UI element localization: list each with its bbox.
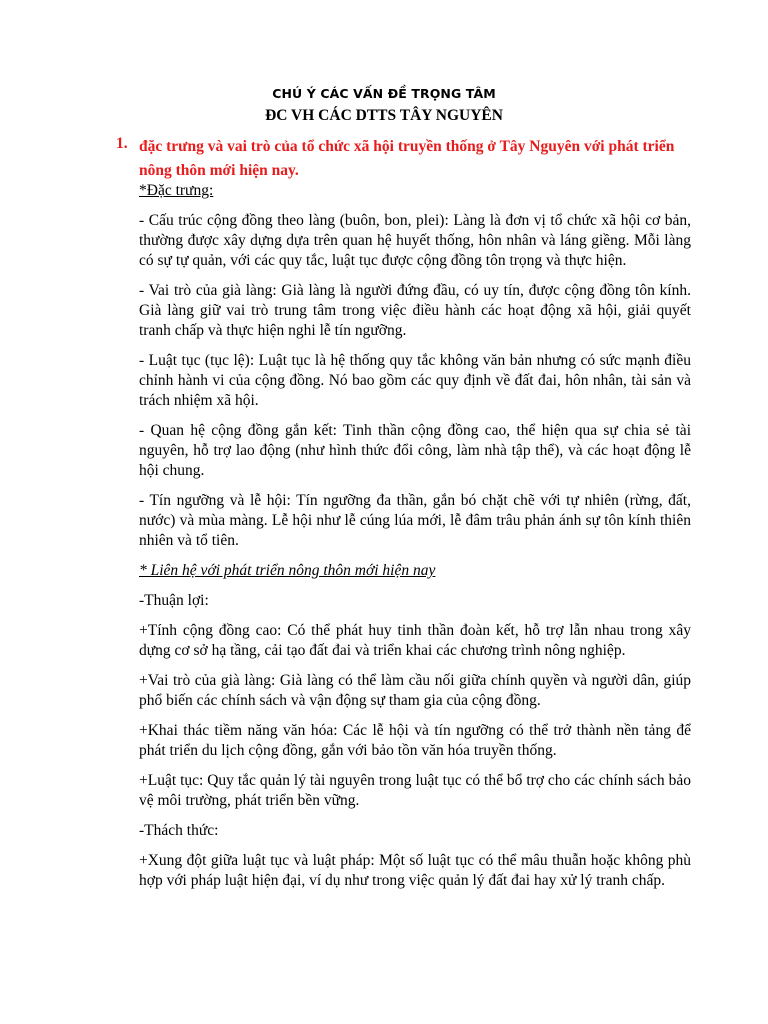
paragraph-community-structure: - Cấu trúc cộng đồng theo làng (buôn, bon, plei): Làng là đơn vị tổ chức xã hội cơ bản, thường được xây dựng dựa trên quan hệ huyết thống, hôn nhân và láng giềng. Mỗi làng có sự tự quản, với các quy tắc, luật tục được cộng đồng tôn trọng và thực hiện.	[139, 212, 691, 269]
advantages-label: -Thuận lợi:	[139, 592, 209, 609]
document-title-line1: CHÚ Ý CÁC VẤN ĐỀ TRỌNG TÂM	[272, 86, 496, 101]
advantage-item: +Luật tục: Quy tắc quản lý tài nguyên trong luật tục có thể bổ trợ cho các chính sách bảo vệ môi trường, phát triển bền vững.	[139, 772, 691, 809]
section-heading-rural-development: * Liên hệ với phát triển nông thôn mới hiện nay	[139, 562, 436, 579]
advantage-item: +Vai trò của già làng: Già làng có thể làm cầu nối giữa chính quyền và người dân, giúp phổ biến các chính sách và vận động sự tham gia của cộng đồng.	[139, 672, 691, 709]
question-number: 1.	[116, 135, 128, 152]
advantage-item: +Tính cộng đồng cao: Có thể phát huy tinh thần đoàn kết, hỗ trợ lẫn nhau trong xây dựng cơ sở hạ tầng, cải tạo đất đai và triển khai các chương trình nông nghiệp.	[139, 622, 691, 659]
document-body	[139, 181, 691, 901]
advantage-item: +Khai thác tiềm năng văn hóa: Các lễ hội và tín ngưỡng có thể trở thành nền tảng để phát triển du lịch cộng đồng, gắn với bảo tồn văn hóa truyền thống.	[139, 722, 691, 759]
question-text: đặc trưng và vai trò của tổ chức xã hội truyền thống ở Tây Nguyên với phát triển nông thôn mới hiện nay.	[139, 138, 675, 179]
document-title-line2: ĐC VH CÁC DTTS TÂY NGUYÊN	[265, 107, 503, 124]
challenge-item: +Xung đột giữa luật tục và luật pháp: Một số luật tục có thể mâu thuẫn hoặc không phù hợp với pháp luật hiện đại, ví dụ như trong việc quản lý đất đai hay xử lý tranh chấp.	[139, 852, 691, 889]
paragraph-beliefs-festivals: - Tín ngưỡng và lễ hội: Tín ngưỡng đa thần, gắn bó chặt chẽ với tự nhiên (rừng, đất, nước) và mùa màng. Lễ hội như lễ cúng lúa mới, lễ đâm trâu phản ánh sự tôn kính thiên nhiên và tổ tiên.	[139, 492, 691, 549]
paragraph-customary-law: - Luật tục (tục lệ): Luật tục là hệ thống quy tắc không văn bản nhưng có sức mạnh điều chỉnh hành vi của cộng đồng. Nó bao gồm các quy định về đất đai, hôn nhân, tài sản và trách nhiệm xã hội.	[139, 352, 691, 409]
paragraph-village-elder-role: - Vai trò của già làng: Già làng là người đứng đầu, có uy tín, được cộng đồng tôn kính. Già làng giữ vai trò trung tâm trong việc điều hành các hoạt động xã hội, giải quyết tranh chấp và thực hiện nghi lễ tín ngưỡng.	[139, 282, 691, 339]
paragraph-community-bond: - Quan hệ cộng đồng gắn kết: Tinh thần cộng đồng cao, thể hiện qua sự chia sẻ tài nguyên, hỗ trợ lao động (như hình thức đổi công, làm nhà tập thể), và các hoạt động lễ hội chung.	[139, 422, 691, 479]
challenges-label: -Thách thức:	[139, 822, 219, 839]
section-heading-characteristics: *Đặc trưng:	[139, 182, 214, 199]
